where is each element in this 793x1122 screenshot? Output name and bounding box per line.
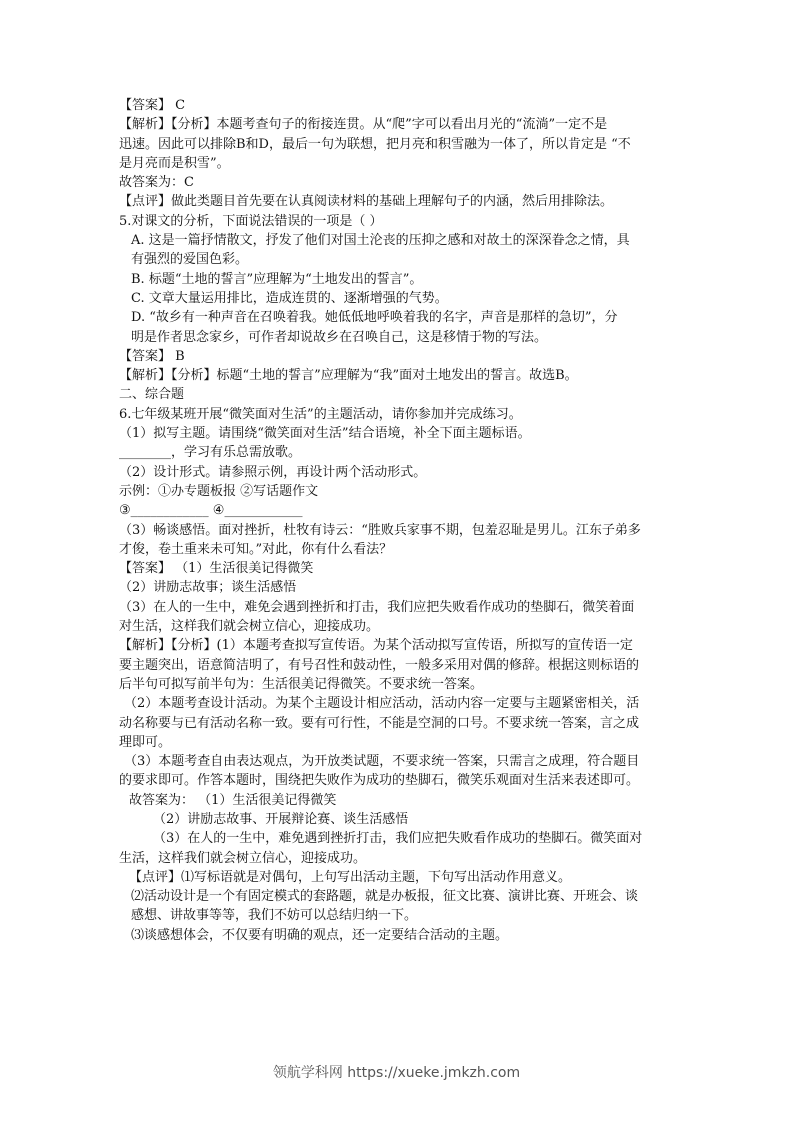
analysis-q4-line3: 是月亮而是积雪”。 <box>119 155 230 171</box>
final-answer-q6-line4: 生活，这样我们就会树立信心，迎接成功。 <box>119 850 367 866</box>
answer-q6-part2: （2）讲励志故事；谈生活感悟 <box>119 580 297 596</box>
question-6-part3-line2: 才俊，卷土重来未可知。”对此，你有什么看法？ <box>119 541 393 557</box>
answer-q6-part3-line1: （3）在人的一生中，难免会遇到挫折和打击，我们应把失败看作成功的垫脚石，微笑着面 <box>119 599 635 615</box>
final-answer-q6-line3: （3）在人的一生中，难免遇到挫折打击，我们应把失败看作成功的垫脚石。微笑面对 <box>153 831 643 847</box>
section-heading-comprehensive: 二、综合题 <box>119 387 185 403</box>
final-answer-q6-line2: （2）讲励志故事、开展辩论赛、谈生活感悟 <box>153 811 409 827</box>
comment-q6-line2: ⑵活动设计是一个有固定模式的套路题，就是办板报，征文比赛、演讲比赛、开班会、谈 <box>131 889 639 905</box>
question-6-blanks: ③____________ ④____________ <box>119 503 303 519</box>
question-5-option-b: B. 标题“土地的誓言”应理解为“土地发出的誓言”。 <box>131 271 423 287</box>
question-5-option-c: C. 文章大量运用排比，造成连贯的、逐渐增强的气势。 <box>131 290 448 306</box>
comment-q6-line1: 【点评】⑴写标语就是对偶句，上句写出活动主题，下句写出活动作用意义。 <box>129 869 572 885</box>
question-6-example: 示例：①办专题板报 ②写话题作文 <box>119 483 319 499</box>
question-6-part3-line1: （3）畅谈感悟。面对挫折，杜牧有诗云：“胜败兵家事不期，包羞忍耻是男儿。江东子弟多 <box>119 522 641 538</box>
comment-q4: 【点评】做此类题目首先要在认真阅读材料的基础上理解句子的内涵，然后用排除法。 <box>119 194 614 210</box>
analysis-q4-line1: 【解析】【分析】本题考查句子的衔接连贯。从“爬”字可以看出月光的“流淌”一定不是 <box>119 117 608 133</box>
comment-q6-line3: 感想、讲故事等等，我们不妨可以总结归纳一下。 <box>131 908 418 924</box>
question-6-stem: 6.七年级某班开展“微笑面对生活”的主题活动，请你参加并完成练习。 <box>119 406 522 422</box>
question-5-option-a-line2: 有强烈的爱国色彩。 <box>131 252 249 268</box>
analysis-q5: 【解析】【分析】标题“土地的誓言”应理解为“我”面对土地发出的誓言。故选B。 <box>119 368 578 384</box>
analysis-q6-line4: （2）本题考查设计活动。为某个主题设计相应活动，活动内容一定要与主题紧密相关，活 <box>124 696 640 712</box>
analysis-q6-line8: 的要求即可。作答本题时，围绕把失败作为成功的垫脚石，微笑乐观面对生活来表述即可。 <box>119 773 640 789</box>
answer-q6-part3-line2: 对生活，这样我们就会树立信心，迎接成功。 <box>119 619 380 635</box>
analysis-q6-line1: 【解析】【分析】(1）本题考查拟写宣传语。为某个活动拟写宣传语，所拟写的宣传语一定 <box>119 638 633 654</box>
answer-label-q4: 【答案】 C <box>119 98 186 113</box>
footer-watermark: 领航学科网 https://xueke.jmkzh.com <box>272 1065 521 1081</box>
analysis-q6-line2: 要主题突出，语意简洁明了，有号召性和鼓动性，一般多采用对偶的修辞。根据这则标语的 <box>119 657 640 673</box>
final-answer-q4: 故答案为：C <box>119 175 194 191</box>
question-6-part1: （1）拟写主题。请围绕“微笑面对生活”结合语境，补全下面主题标语。 <box>119 426 531 442</box>
question-5-stem: 5.对课文的分析，下面说法错误的一项是（ ） <box>119 213 383 229</box>
analysis-q6-line6: 理即可。 <box>119 734 172 750</box>
analysis-q6-line5: 动名称要与已有活动名称一致。要有可行性，不能是空洞的口号。不要求统一答案，言之成 <box>119 715 640 731</box>
analysis-q4-line2: 迅速。因此可以排除B和D，最后一句为联想，把月亮和积雪融为一体了，所以肯定是 “不 <box>119 136 631 152</box>
analysis-q6-line7: （3）本题考查自由表达观点，为开放类试题，不要求统一答案，只需言之成理，符合题目 <box>124 754 640 770</box>
question-5-option-d-line2: 明是作者思念家乡，可作者却说故乡在召唤自己，这是移情于物的写法。 <box>131 329 548 345</box>
question-5-option-d-line1: D. “故乡有一种声音在召唤着我。她低低地呼唤着我的名字，声音是那样的急切”，分 <box>131 310 618 326</box>
final-answer-q6-line1: 故答案为： （1）生活很美记得微笑 <box>129 792 337 808</box>
document-body <box>119 96 679 945</box>
question-6-part1-blank: ________，学习有乐总需放歌。 <box>119 445 302 461</box>
question-6-part2: （2）设计形式。请参照示例，再设计两个活动形式。 <box>119 464 427 480</box>
answer-q6-part1: 【答案】 （1）生活很美记得微笑 <box>119 561 314 577</box>
analysis-q6-line3: 后半句可拟写前半句为：生活很美记得微笑。不要求统一答案。 <box>119 676 484 692</box>
comment-q6-line4: ⑶谈感想体会，不仅要有明确的观点，还一定要结合活动的主题。 <box>131 927 509 943</box>
answer-q5: 【答案】 B <box>119 348 185 364</box>
question-5-option-a-line1: A. 这是一篇抒情散文，抒发了他们对国土沦丧的压抑之感和对故土的深深眷念之情，具 <box>131 233 630 249</box>
